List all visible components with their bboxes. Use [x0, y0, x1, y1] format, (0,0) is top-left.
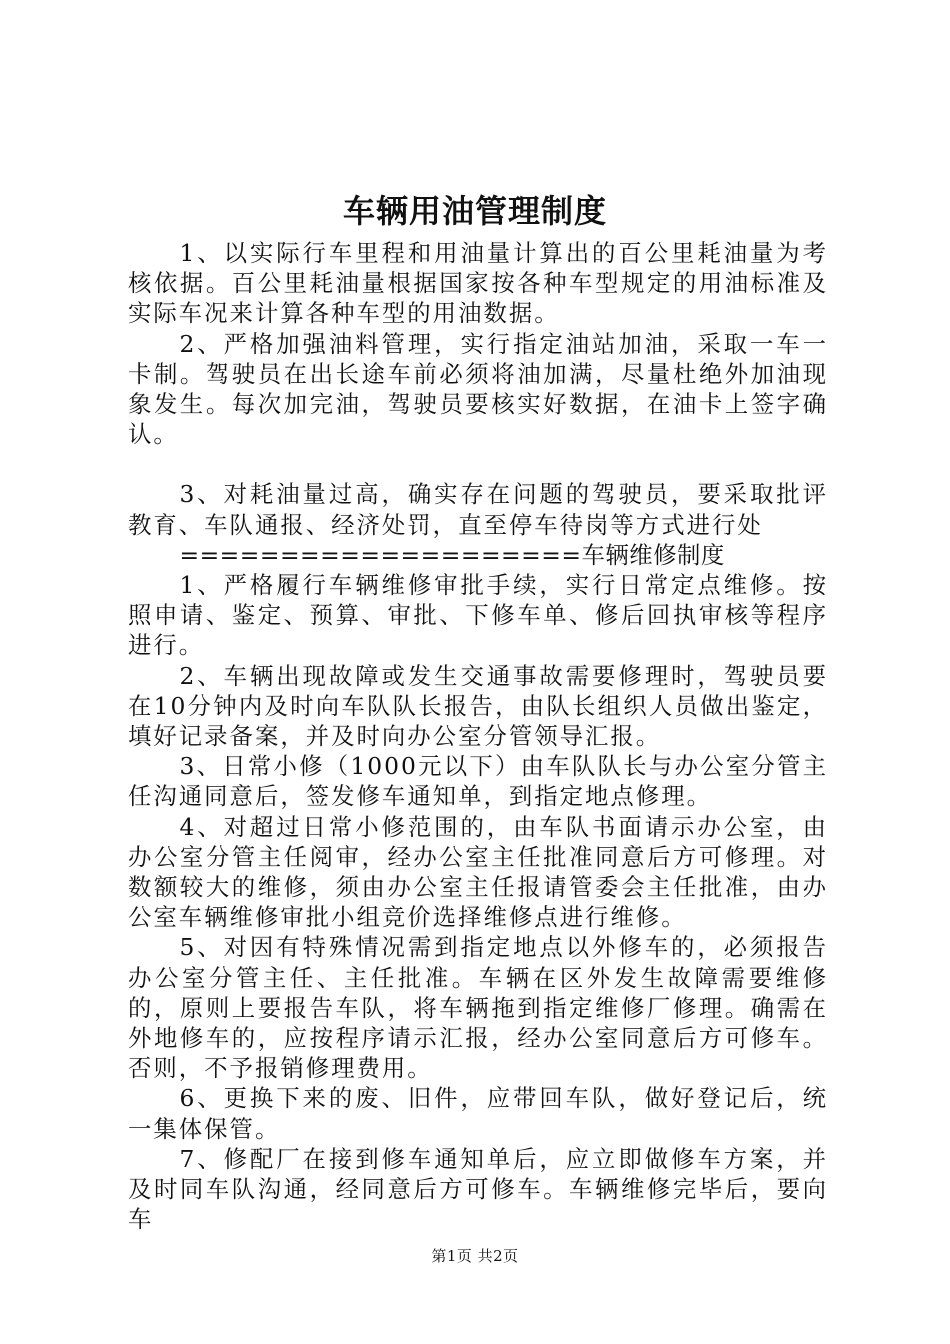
paragraph-repair-rule-5: 5、对因有特殊情况需到指定地点以外修车的，必须报告办公室分管主任、主任批准。车辆在区外发生故障需要维修的，原则上要报告车队，将车辆拖到指定维修厂修理。确需在外地修车的，应按程序请示汇报，经办公室同意后方可修车。否则，不予报销修理费用。	[128, 933, 828, 1083]
section-heading-repair: ====================车辆维修制度	[179, 540, 725, 569]
document-body	[128, 238, 828, 1235]
paragraph-repair-rule-1: 1、严格履行车辆维修审批手续，实行日常定点维修。按照申请、鉴定、预算、审批、下修车单、修后回执审核等程序进行。	[128, 571, 828, 660]
paragraph-fuel-rule-2: 2、严格加强油料管理，实行指定油站加油，采取一车一卡制。驾驶员在出长途车前必须将油加满，尽量杜绝外加油现象发生。每次加完油，驾驶员要核实好数据，在油卡上签字确认。	[128, 329, 828, 449]
paragraph-repair-rule-7: 7、修配厂在接到修车通知单后，应立即做修车方案，并及时同车队沟通，经同意后方可修车。车辆维修完毕后，要向车	[128, 1144, 828, 1234]
paragraph-repair-rule-3: 3、日常小修（1000元以下）由车队队长与办公室分管主任沟通同意后，签发修车通知单，到指定地点修理。	[128, 752, 828, 811]
paragraph-fuel-rule-3: 3、对耗油量过高，确实存在问题的驾驶员，要采取批评教育、车队通报、经济处罚，直至停车待岗等方式进行处	[128, 480, 828, 539]
paragraph-repair-rule-4: 4、对超过日常小修范围的，由车队书面请示办公室，由办公室分管主任阅审，经办公室主任批准同意后方可修理。对数额较大的维修，须由办公室主任报请管委会主任批准，由办公室车辆维修审批小组竞价选择维修点进行维修。	[128, 812, 828, 932]
page-footer: 第1页 共2页	[431, 1247, 519, 1265]
document-title: 车辆用油管理制度	[342, 192, 607, 230]
paragraph-repair-rule-6: 6、更换下来的废、旧件，应带回车队，做好登记后，统一集体保管。	[128, 1084, 828, 1143]
paragraph-repair-rule-2: 2、车辆出现故障或发生交通事故需要修理时，驾驶员要在10分钟内及时向车队队长报告，由队长组织人员做出鉴定，填好记录备案，并及时向办公室分管领导汇报。	[128, 661, 828, 751]
paragraph-fuel-rule-1: 1、以实际行车里程和用油量计算出的百公里耗油量为考核依据。百公里耗油量根据国家按各种车型规定的用油标准及实际车况来计算各种车型的用油数据。	[128, 239, 828, 328]
